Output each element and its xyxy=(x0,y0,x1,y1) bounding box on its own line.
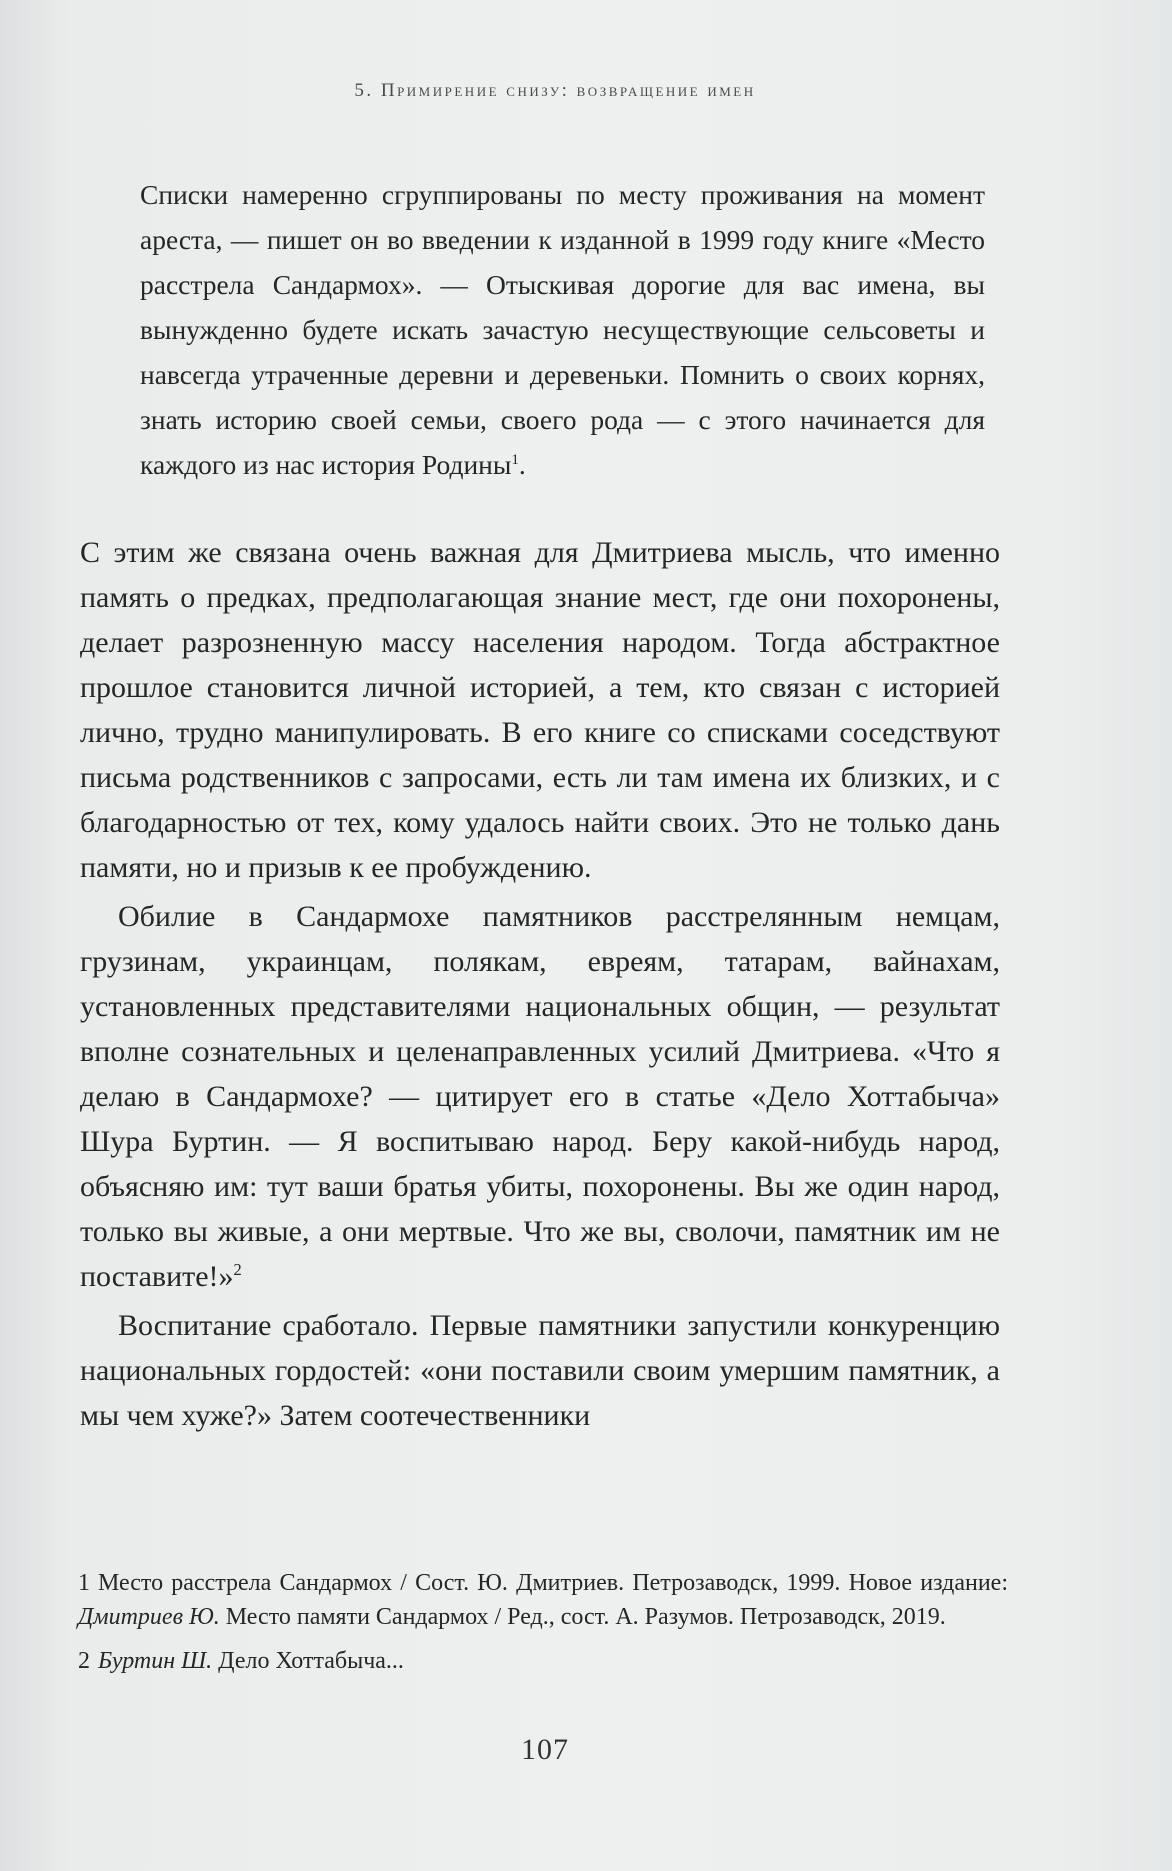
quote-paragraph: Списки намеренно сгруппированы по месту проживания на момент ареста, — пишет он во введении к изданной в 1999 году книге «Место расстрела Сандармох». — Отыскивая дорогие для вас имена, вы вынужденно будете искать зачастую несуществующие сельсоветы и навсегда утраченные деревни и деревеньки. Помнить о своих корнях, знать историю своей семьи, своего рода — с этого начинается для каждого из нас история Родины$^1$. xyxy=(140,179,985,480)
footnote-1 xyxy=(78,1566,1008,1634)
quote-text: Списки намеренно сгруппированы по месту проживания на момент ареста, — пишет он во введении к изданной в 1999 году книге «Место расстрела Сандармох». — Отыскивая дорогие для вас имена, вы вынужденно будете искать зачастую несуществующие сельсоветы и навсегда утраченные деревни и деревеньки. Помнить о своих корнях, знать историю своей семьи, своего рода — с этого начинается для каждого из нас история Родины xyxy=(140,179,985,480)
footnote-text: Место памяти Сандармох / Ред., сост. А. Разумов. Петрозаводск, 2019. xyxy=(219,1604,946,1630)
footnote-author: Буртин Ш. xyxy=(98,1648,213,1674)
body-text xyxy=(80,530,1000,1438)
running-head: 5. Примирение снизу: возвращение имен xyxy=(354,80,756,101)
page-number: 107 xyxy=(521,1733,569,1766)
paragraph-text: Воспитание сработало. Первые памятники запустили конкуренцию национальных гордостей: «они поставили своим умершим памятник, а мы чем хуже?» Затем соотечественники xyxy=(80,1309,1000,1432)
footnote-text: Место расстрела Сандармох / Сост. Ю. Дмитриев. Петрозаводск, 1999. Новое издание: xyxy=(98,1570,1008,1596)
paragraph-text: С этим же связана очень важная для Дмитриева мысль, что именно память о предках, предполагающая знание мест, где они похоронены, делает разрозненную массу населения народом. Тогда абстрактное прошлое становится личной историей, а тем, кто связан с историей лично, трудно манипулировать. В его книге со списками соседствуют письма родственников с запросами, есть ли там имена их близких, и с благодарностью от тех, кому удалось найти своих. Это не только дань памяти, но и призыв к ее пробуждению. xyxy=(80,536,1000,884)
paragraph-1 xyxy=(80,530,1000,890)
footnote-ref[interactable]: 2 xyxy=(233,1260,242,1279)
block-quote xyxy=(140,172,985,487)
footnote-number: 1 xyxy=(78,1570,90,1596)
paragraph-3 xyxy=(80,1303,1000,1438)
footnote-2 xyxy=(78,1644,1008,1678)
paragraph-2 xyxy=(80,894,1000,1299)
footnote-ref[interactable]: 1 xyxy=(511,451,519,468)
footnote-author: Дмитриев Ю. xyxy=(78,1604,220,1630)
footnote-text: Дело Хоттабыча... xyxy=(212,1648,404,1674)
footnotes xyxy=(78,1566,1008,1688)
paragraph-text: Обилие в Сандармохе памятников расстрелянным немцам, грузинам, украинцам, полякам, евреям, татарам, вайнахам, установленных представителями национальных общин, — результат вполне сознательных и целенаправленных усилий Дмитриева. «Что я делаю в Сандармохе? — цитирует его в статье «Дело Хоттабыча» Шура Буртин. — Я воспитываю народ. Беру какой-нибудь народ, объясняю им: тут ваши братья убиты, похоронены. Вы же один народ, только вы живые, а они мертвые. Что же вы, сволочи, памятник им не поставите!» xyxy=(80,900,1000,1293)
footnote-number: 2 xyxy=(78,1648,90,1674)
